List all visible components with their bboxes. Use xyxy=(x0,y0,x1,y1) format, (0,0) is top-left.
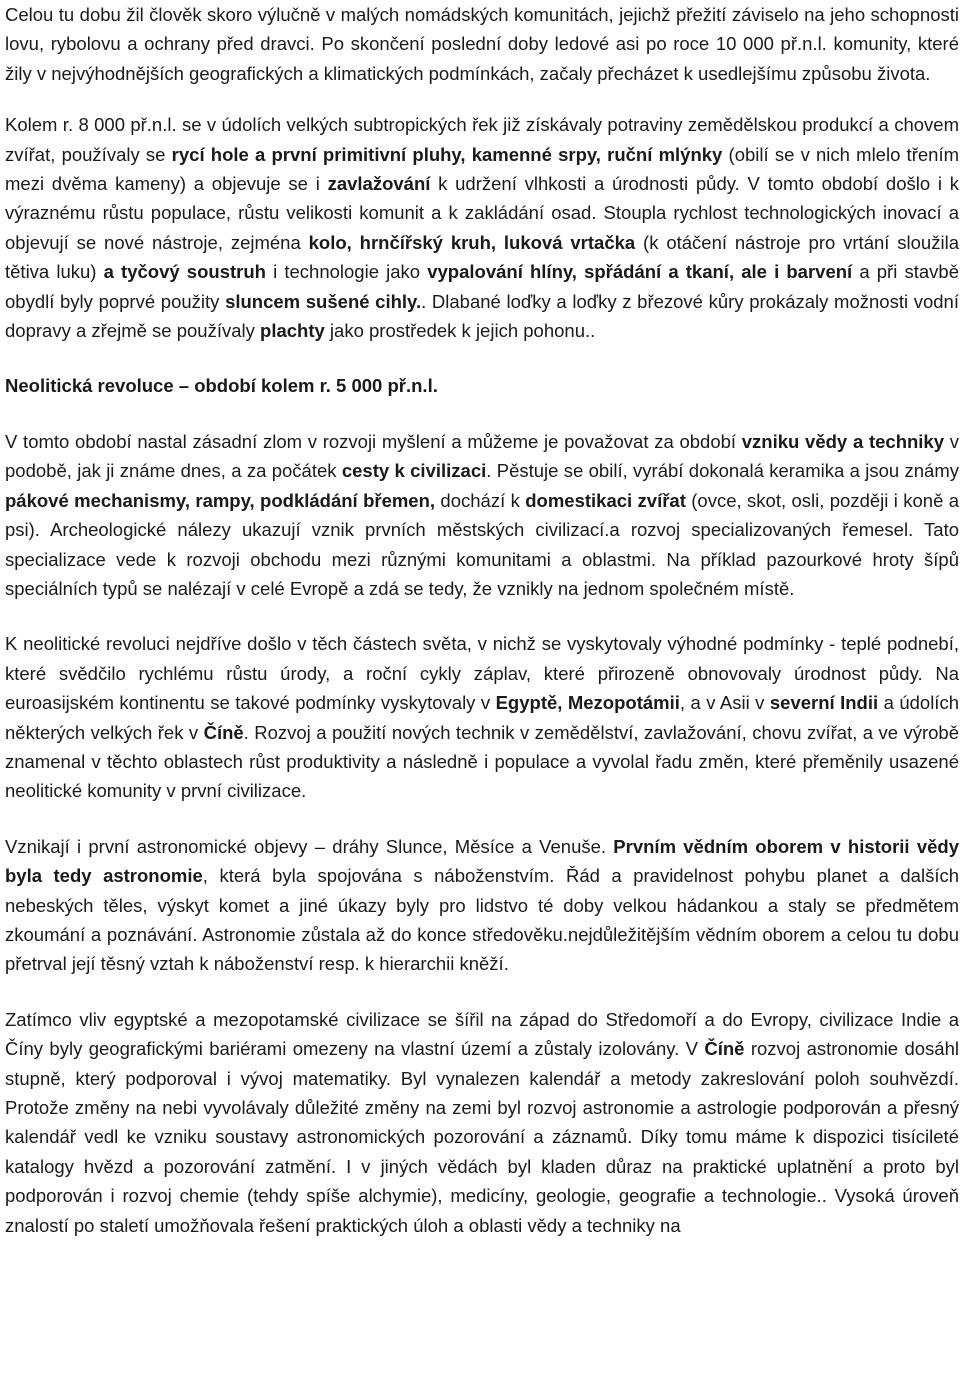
text-run: (k otáčení nástroje pro vrtání sloužila tětiva luku) xyxy=(5,231,959,283)
document-page xyxy=(5,0,959,1240)
text-run: V tomto období nastal zásadní zlom v rozvoji myšlení a můžeme je považovat za období xyxy=(5,430,742,452)
section-heading xyxy=(5,371,959,400)
paragraph xyxy=(5,110,959,345)
bold-text: domestikaci zvířat xyxy=(525,489,686,511)
bold-text: kolo, hrnčířský kruh, luková vrtačka xyxy=(308,231,636,253)
bold-text: cesty k civilizaci xyxy=(341,460,487,482)
text-run: jako prostředek k jejich pohonu.. xyxy=(324,320,596,342)
bold-text: Egyptě, Mezopotámii xyxy=(495,692,680,714)
bold-text: vzniku vědy a techniky xyxy=(741,430,945,452)
bold-text: Číně xyxy=(704,1038,745,1060)
text-run: , a v Asii v xyxy=(679,692,770,714)
bold-text: Neolitická revoluce – období kolem r. 5 000 př.n.l. xyxy=(5,375,438,397)
text-run: Vznikají i první astronomické objevy – dráhy Slunce, Měsíce a Venuše. xyxy=(5,835,614,857)
bold-text: Prvním vědním oborem v historii vědy byla tedy astronomie xyxy=(5,835,959,887)
bold-text: sluncem sušené cihly. xyxy=(225,290,422,312)
paragraph xyxy=(5,832,959,979)
bold-text: pákové mechanismy, rampy, podkládání břemen, xyxy=(5,489,436,511)
text-run: . Pěstuje se obilí, vyrábí dokonalá keramika a jsou známy xyxy=(486,460,959,482)
paragraph xyxy=(5,427,959,603)
text-run: i technologie jako xyxy=(265,261,428,283)
paragraph xyxy=(5,0,959,88)
text-run: v podobě, jak ji známe dnes, a za počátek xyxy=(5,430,959,482)
bold-text: rycí hole a první primitivní pluhy, kamenné srpy, ruční mlýnky xyxy=(171,143,723,165)
bold-text: plachty xyxy=(260,320,325,342)
text-run: dochází k xyxy=(435,489,526,511)
paragraph xyxy=(5,629,959,805)
paragraph xyxy=(5,1005,959,1240)
bold-text: a tyčový soustruh xyxy=(103,261,266,283)
bold-text: Číně xyxy=(203,721,244,743)
bold-text: severní Indii xyxy=(769,692,879,714)
text-run: (ovce, skot, osli, později i koně a psi). Archeologické nálezy ukazují vznik prvních městských civilizací.a rozvoj specializovaných řemesel. Tato specializace vede k rozvoji obchodu mezi různými komunitami a oblastmi. Na příklad pazourkové hroty šípů speciálních typů se nalézají v celé Evropě a zdá se tedy, že vznikly na jednom společném místě. xyxy=(5,489,960,599)
text-run: Celou tu dobu žil člověk skoro výlučně v malých nomádských komunitách, jejichž přežití záviselo na jeho schopnosti lovu, rybolovu a ochrany před dravci. Po skončení poslední doby ledové asi po roce 10 000 př.n.l. komunity, které žily v nejvýhodnějších geografických a klimatických podmínkách, začaly přecházet k usedlejšímu způsobu života. xyxy=(5,4,959,84)
text-run: k udržení vlhkosti a úrodnosti půdy. V tomto období došlo i k výraznému růstu populace, růstu velikosti komunit a k zakládání osad. Stoupla rychlost technologických inovací a objevují se nové nástroje, zejména xyxy=(5,173,959,253)
text-run: . Dlabané loďky a loďky z březové kůry prokázaly možnosti vodní dopravy a zřejmě se používaly xyxy=(5,290,959,342)
text-run: a údolích některých velkých řek v xyxy=(5,692,959,743)
text-run: (obilí se v nich mlelo třením mezi dvěma kameny) a objevuje se i xyxy=(5,143,959,195)
text-run: a při stavbě obydlí byly poprvé použity xyxy=(5,261,959,312)
text-run: , která byla spojována s náboženstvím. Řád a pravidelnost pohybu planet a dalších nebeských těles, výskyt komet a jiné úkazy byly pro lidstvo té doby velkou hádankou a staly se předmětem zkoumání a poznávání. Astronomie zůstala až do konce středověku.nejdůležitějším vědním oborem a celou tu dobu přetrval její těsný vztah k náboženství resp. k hierarchii kněží. xyxy=(5,865,959,975)
text-run: K neolitické revoluci nejdříve došlo v těch částech světa, v nichž se vyskytovaly výhodné podmínky - teplé podnebí, které svědčilo rychlému růstu úrody, a roční cykly záplav, které přirozeně obnovovaly úrodnost půdy. Na euroasijském kontinentu se takové podmínky vyskytovaly v xyxy=(5,633,959,714)
text-run: . Rozvoj a použití nových technik v zemědělství, zavlažování, chovu zvířat, a ve výrobě znamenal v těchto oblastech růst produktivity a následně i populace a vyvolal řadu změn, které přeměnily usazené neolitické komunity v první civilizace. xyxy=(5,721,960,802)
bold-text: vypalování hlíny, spřádání a tkaní, ale i barvení xyxy=(427,261,853,283)
text-run: Zatímco vliv egyptské a mezopotamské civilizace se šířil na západ do Středomoří a do Evropy, civilizace Indie a Číny byly geografickými bariérami omezeny na vlastní území a zůstaly izolovány. V xyxy=(5,1008,959,1060)
text-run: rozvoj astronomie dosáhl stupně, který podporoval i vývoj matematiky. Byl vynalezen kalendář a metody zakreslování poloh souhvězdí. Protože změny na nebi vyvolávaly důležité změny na zemi byl rozvoj astronomie a astrologie podporován a přesný kalendář vedl ke vzniku soustavy astronomických pozorování a záznamů. Díky tomu máme k dispozici tisícileté katalogy hvězd a pozorování zatmění. I v jiných vědách byl kladen důraz na praktické uplatnění a proto byl podporován i rozvoj chemie (tehdy spíše alchymie), medicíny, geologie, geografie a technologie.. Vysoká úroveň znalostí po staletí umožňovala řešení praktických úloh a oblasti vědy a techniky na xyxy=(5,1038,959,1236)
bold-text: zavlažování xyxy=(327,173,431,195)
text-run: Kolem r. 8 000 př.n.l. se v údolích velkých subtropických řek již získávaly potraviny zemědělskou produkcí a chovem zvířat, používaly se xyxy=(5,114,959,165)
